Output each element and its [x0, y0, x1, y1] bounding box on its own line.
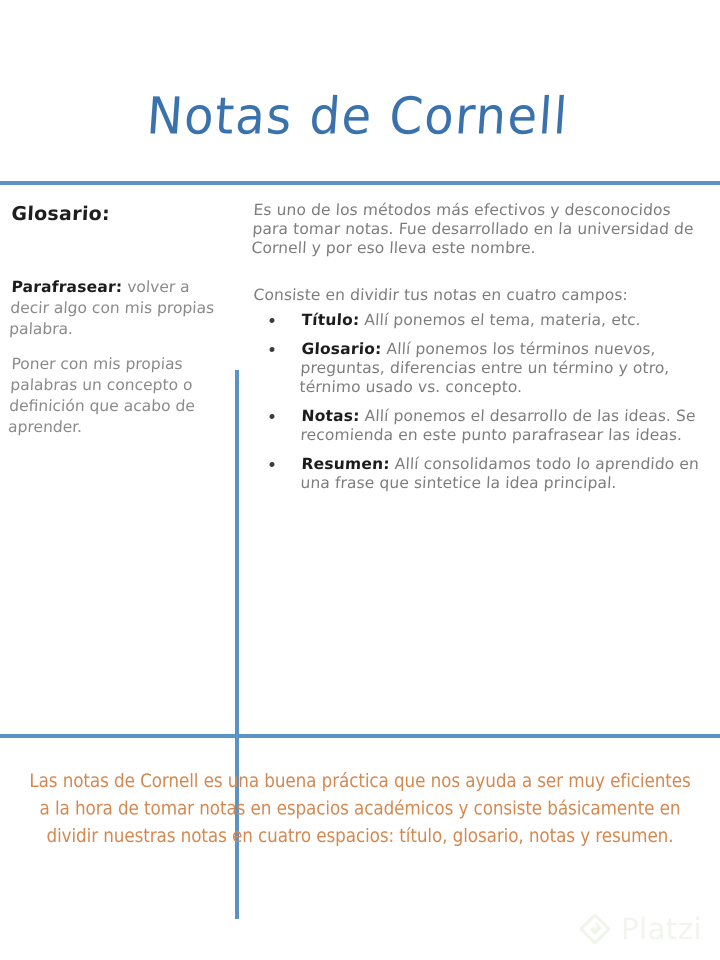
notes-column: [243, 185, 720, 734]
list-item-text: Allí ponemos el tema, materia, etc.: [358, 311, 642, 329]
glossary-definition: Poner con mis propias palabras un concepto o definición que acabo de aprender.: [7, 355, 196, 436]
glossary-definition: volver a decir algo con mis propias palabra.: [8, 278, 215, 338]
list-item: [253, 311, 710, 330]
glossary-entry: [8, 354, 218, 438]
notes-body: [0, 185, 720, 734]
list-item-lead: Título:: [301, 311, 360, 329]
glossary-heading: Glosario:: [10, 203, 111, 225]
fields-list: [254, 311, 710, 493]
slide-title-area: [0, 60, 720, 170]
glossary-column: [0, 185, 228, 734]
list-item-lead: Resumen:: [301, 455, 391, 473]
platzi-logo-icon: [578, 912, 612, 946]
platzi-watermark: [578, 912, 702, 946]
intro-paragraph: Es uno de los métodos más efectivos y desconocidos para tomar notas. Fue desarrollado en la universidad de Cornell y por eso lleva este nombre.: [251, 201, 695, 257]
bullet-icon: [269, 414, 274, 419]
summary-section: [0, 742, 720, 892]
list-item: [251, 340, 710, 397]
bullet-icon: [269, 318, 274, 323]
list-item-text: Allí ponemos los términos nuevos, preguntas, diferencias entre un término y otro, térnimo usado vs. concepto.: [299, 340, 670, 396]
list-item: [252, 407, 710, 445]
list-item-lead: Glosario:: [301, 340, 382, 358]
platzi-wordmark: Platzi: [621, 911, 702, 946]
list-item-lead: Notas:: [301, 407, 361, 425]
lead-in-paragraph: Consiste en dividir tus notas en cuatro campos:: [253, 286, 629, 304]
list-item-text: Allí ponemos el desarrollo de las ideas. Se recomienda en este punto parafrasear las ideas.: [300, 407, 697, 444]
glossary-term: Parafrasear:: [11, 278, 123, 296]
divider-bottom: [0, 734, 720, 738]
list-item-text: Allí consolidamos todo lo aprendido en una frase que sintetice la idea principal.: [300, 455, 700, 492]
bullet-icon: [269, 347, 274, 352]
page-title: Notas de Cornell: [145, 87, 571, 147]
bullet-icon: [269, 462, 274, 467]
glossary-entry: [9, 277, 218, 340]
summary-text: Las notas de Cornell es una buena práctica que nos ayuda a ser muy eficientes a la hora de tomar notas en espacios académicos y consiste básicamente en dividir nuestras notas en cuatro espacios: título, glosario, notas y resumen.: [29, 771, 691, 848]
list-item: [252, 455, 710, 493]
